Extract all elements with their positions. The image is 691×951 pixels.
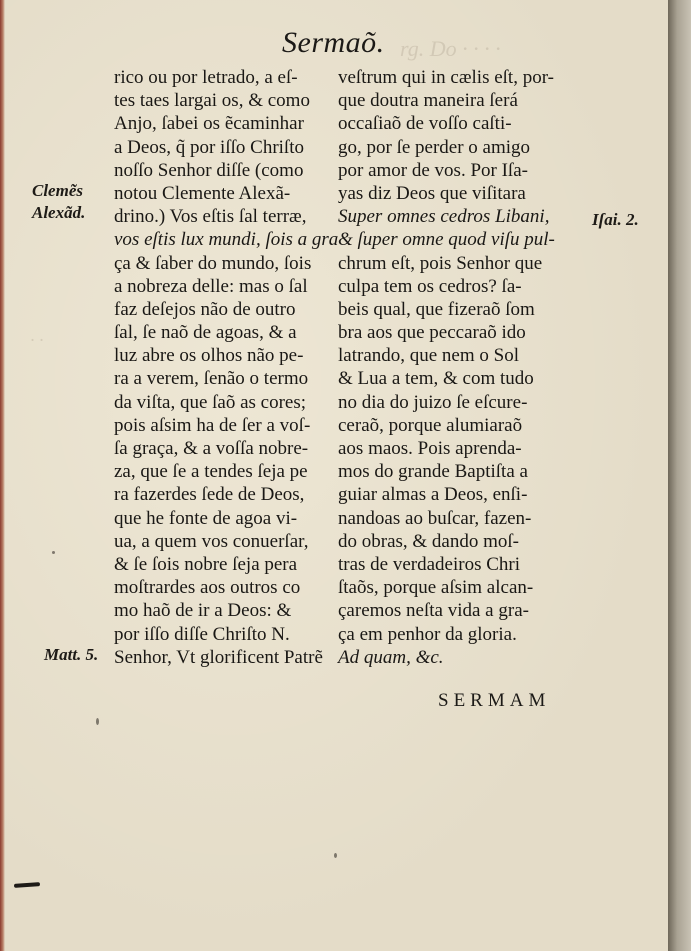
- text-line: ua, a quem vos conuerſar,: [114, 530, 309, 552]
- text-line: za, que ſe a tendes ſeja pe: [114, 461, 308, 483]
- text-line: occaſiaõ de voſſo caſti-: [338, 113, 512, 135]
- text-line: çaremos neſta vida a gra-: [338, 600, 529, 622]
- text-line: ſa graça, & a voſſa nobre-: [114, 438, 309, 459]
- text-line: da viſta, que ſaõ as cores;: [114, 391, 307, 413]
- left-text-column: [114, 66, 339, 669]
- text-line: notou Clemente Alexã-: [114, 182, 291, 204]
- margin-note-matthew: Matt. 5.: [44, 645, 99, 664]
- text-line: ſal, ſe naõ de agoas, & a: [114, 322, 297, 344]
- text-line: ça em penhor da gloria.: [338, 623, 517, 645]
- text-line: latrando, que nem o Sol: [338, 345, 519, 367]
- text-line: a nobreza delle: mas o ſal: [114, 275, 308, 297]
- ink-speck: [52, 551, 55, 554]
- text-line: Super omnes cedros Libani,: [338, 206, 550, 228]
- text-line: rico ou por letrado, a eſ-: [114, 67, 298, 88]
- text-line: bra aos que peccaraõ ido: [338, 322, 526, 344]
- text-line: guiar almas a Deos, enſi-: [338, 484, 528, 506]
- text-line: chrum eſt, pois Senhor que: [338, 252, 543, 274]
- right-text-column: [338, 66, 576, 669]
- page-header-title: Sermaõ.: [282, 26, 385, 59]
- adjacent-page-edge: [668, 0, 691, 951]
- text-line: ra fazerdes ſede de Deos,: [114, 484, 305, 506]
- text-line: beis qual, que fizeraõ ſom: [338, 298, 535, 320]
- text-line: moſtrardes aos outros co: [114, 577, 301, 599]
- text-line: no dia do juizo ſe eſcure-: [338, 391, 528, 413]
- text-line: noſſo Senhor diſſe (como: [114, 159, 304, 181]
- text-line: luz abre os olhos não pe-: [114, 345, 304, 367]
- text-line: por iſſo diſſe Chriſto N.: [114, 623, 290, 645]
- text-line: ra a verem, ſenão o termo: [114, 368, 309, 390]
- ink-speck: [96, 718, 99, 725]
- text-line: faz deſejos não de outro: [114, 298, 296, 320]
- text-line: tes taes largai os, & como: [114, 90, 310, 112]
- text-line: ceraõ, porque alumiaraõ: [338, 414, 523, 436]
- bleed-through-text: rg. Do · · · ·: [400, 36, 501, 61]
- text-line: nandoas ao buſcar, fazen-: [338, 507, 532, 529]
- ink-mark: [14, 882, 40, 888]
- text-line: mos do grande Baptiſta a: [338, 461, 528, 483]
- text-line: go, por ſe perder o amigo: [338, 136, 531, 158]
- text-line: por amor de vos. Por Iſa-: [338, 159, 528, 181]
- text-line: do obras, & dando moſ-: [338, 530, 520, 552]
- margin-note-isaias: Iſai. 2.: [592, 210, 639, 229]
- text-line: pois aſsim ha de ſer a voſ-: [114, 414, 311, 436]
- text-line: Senhor, Vt glorificent Patrẽ: [114, 646, 323, 668]
- text-line: aos maos. Pois aprenda-: [338, 438, 522, 459]
- text-line: que he fonte de agoa vi-: [114, 507, 298, 529]
- text-line: & ſuper omne quod viſu pul-: [338, 229, 555, 251]
- text-line: ſtaõs, porque aſsim alcan-: [338, 577, 534, 599]
- text-line: ça & ſaber do mundo, ſois: [114, 252, 312, 274]
- text-line: Anjo, ſabei os ẽcaminhar: [114, 113, 304, 135]
- page-binding-edge: [0, 0, 5, 951]
- ink-speck: [334, 853, 337, 858]
- text-line: drino.) Vos eſtis ſal terræ,: [114, 206, 307, 228]
- margin-note-alexandrinus: Alexãd.: [32, 203, 86, 222]
- bleed-through-text: · ·: [30, 330, 44, 350]
- text-line: culpa tem os cedros? ſa-: [338, 275, 522, 297]
- margin-note-clemens: Clemẽs: [32, 181, 83, 200]
- text-line: yas diz Deos que viſitara: [338, 182, 526, 204]
- text-line: que doutra maneira ſerá: [338, 90, 518, 112]
- text-line: tras de verdadeiros Chri: [338, 553, 521, 575]
- text-line: & ſe ſois nobre ſeja pera: [114, 553, 298, 575]
- text-line: vos eſtis lux mundi, ſois a gra: [114, 229, 339, 251]
- text-line: a Deos, q̃ por iſſo Chriſto: [114, 136, 304, 158]
- text-line: mo haõ de ir a Deos: &: [114, 600, 292, 622]
- text-line: veſtrum qui in cælis eſt, por-: [338, 67, 554, 88]
- text-line: Ad quam, &c.: [338, 646, 444, 668]
- text-line: & Lua a tem, & com tudo: [338, 368, 534, 390]
- catchword: SERMAM: [438, 690, 551, 711]
